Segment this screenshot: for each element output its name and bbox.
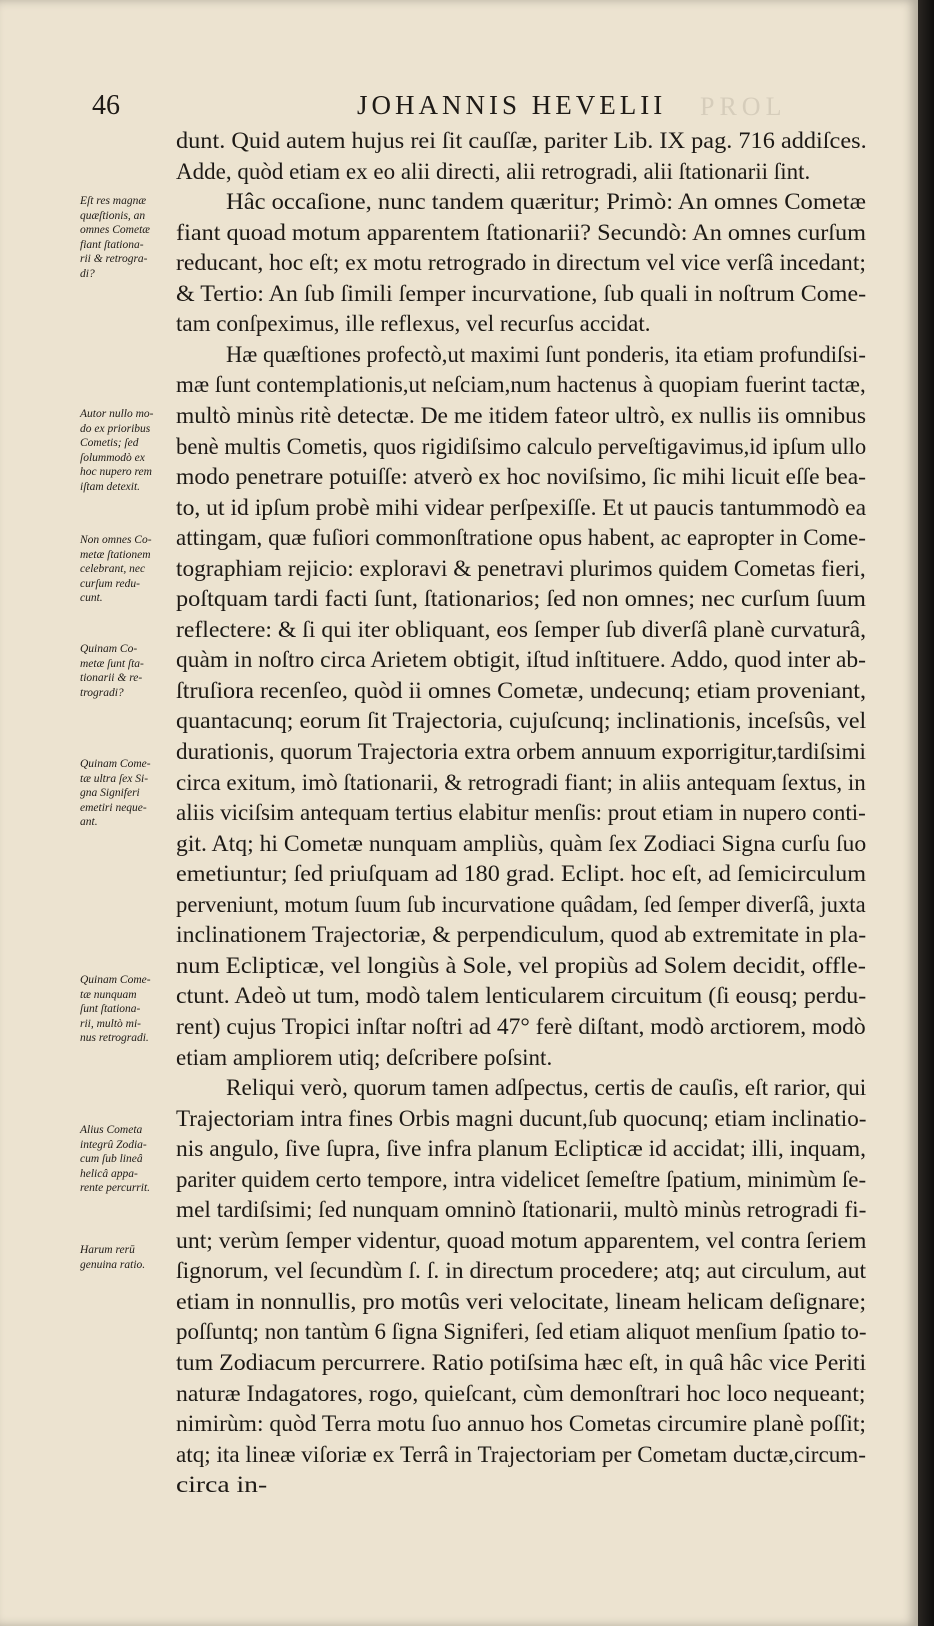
margin-note-line: cum ſub lineâ [80,1153,143,1165]
margin-note-line: cunt. [80,592,103,604]
text-line: ctunt. Adeò ut tum, modò talem lenticularem circuitum (ſi eousq; perdu- [176,983,867,1009]
page-edge [918,0,934,1626]
margin-note-line: Quinam Co- [80,643,138,655]
margin-note-line: do ex prioribus [80,422,151,435]
text-line: pariter quidem certo tempore, intra videlicet ſemeſtre ſpatium, minimùm ſe- [176,1166,867,1192]
page-header [92,90,892,130]
text-line: tam conſpeximus, ille reflexus, vel recurſus accidat. [176,311,651,337]
margin-note [80,194,176,281]
text-line: fiant quoad motum apparentem ſtationarii? Secundò: An omnes curſum [176,219,867,245]
margin-note-line: tæ ultra ſex Si- [80,772,149,785]
margin-note-line: Autor nullo mo- [80,408,154,420]
text-line: reflectere: & ſi qui iter obliquant, eos ſemper ſub diverſâ planè curvaturâ, [176,616,867,642]
margin-note-line: tionarii & re- [80,672,143,684]
text-line: emetiuntur; ſed priuſquam ad 180 grad. Eclipt. hoc eſt, ad ſemicirculum [176,861,867,887]
text-line: Hâc occaſione, nunc tandem quæritur; Primò: An omnes Cometæ [226,189,866,215]
text-line: num Eclipticæ, vel longiùs à Sole, vel propiùs ad Solem decidit, offle- [176,952,866,978]
margin-note-line: genuina ratio. [80,1258,146,1271]
text-line: circa exitum, imò ſtationarii, & retrogradi fiant; in aliis antequam ſextus, in [176,769,866,795]
text-line: poſſuntq; non tantùm 6 ſigna Signiferi, ſed etiam aliquot menſium ſpatio to- [176,1319,867,1345]
margin-note-line: integrû Zodia- [80,1138,147,1151]
text-line: etiam in nonnullis, pro motûs veri velocitate, lineam helicam deſignare; [176,1288,867,1314]
text-line: Adde, quòd etiam ex eo alii directi, alii retrogradi, alii ſtationarii ſint. [176,158,811,184]
page-number: 46 [92,90,120,121]
margin-note-line: tæ nunquam [80,988,137,1001]
margin-note [80,1123,176,1196]
margin-note [80,407,176,494]
text-line: dunt. Quid autem hujus rei ſit cauſſæ, pariter Lib. IX pag. 716 addiſces. [176,128,867,153]
margin-note-line: Quinam Come- [80,758,151,770]
text-line: git. Atq; hi Cometæ nunquam ampliùs, quàm ſex Zodiaci Signa curſu ſuo [176,830,867,856]
margin-note-line: rente percurrit. [80,1182,151,1194]
text-line: ſignorum, vel ſecundùm ſ. ſ. in directum procedere; atq; aut circulum, aut [176,1258,867,1284]
margin-note-line: quæſtionis, an [80,209,146,222]
text-line: naturæ Indagatores, rogo, quieſcant, cùm demonſtrari hoc loco nequeant; [176,1380,866,1406]
margin-note-line: di? [80,267,95,280]
text-line: & Tertio: An ſub ſimili ſemper incurvatione, ſub quali in noſtrum Come- [176,280,867,306]
margin-note-line: Harum rerū [80,1244,135,1256]
margin-note-line: iſtam detexit. [80,480,141,493]
text-line: inclinationem Trajectoriæ, & perpendiculum, quod ab extremitate in pla- [176,922,867,948]
text-line: Reliqui verò, quorum tamen adſpectus, certis de cauſis, eſt rarior, qui [226,1075,867,1101]
margin-note [80,533,176,606]
margin-note-line: fiant ſtationa- [80,238,144,251]
text-line: Trajectoriam intra fines Orbis magni ducunt,ſub quocunq; etiam inclinatio- [176,1105,867,1131]
text-line: nis angulo, ſive ſupra, ſive infra planum Eclipticæ id accidat; illi, inquam, [176,1136,867,1162]
text-line: circa in- [176,1472,268,1498]
text-line: benè multis Cometis, quos rigidiſsimo calculo perveſtigavimus,id ipſum ullo [176,433,867,459]
text-line: multò minùs ritè detectæ. De me itidem fateor ultrò, ex nullis iis omnibus [176,402,867,428]
bleed-through-text: PROL [700,92,787,121]
margin-note [80,642,176,700]
text-line: quàm in noſtro circa Arietem obtigit, iſtud inſtituere. Addo, quod inter ab- [176,647,867,673]
text-line: aliis viciſsim antequam tertius elabitur menſis: prout etiam in nupero conti- [176,800,866,826]
margin-note-line: nus retrogradi. [80,1032,149,1044]
text-line: tum Zodiacum percurrere. Ratio potiſsima hæc eſt, in quâ hâc vice Periti [176,1350,867,1375]
text-line: durationis, quorum Trajectoria extra orbem annuum exporrigitur,tardiſsimi [176,739,866,764]
running-head: JOHANNIS HEVELII [357,90,667,120]
margin-note-line: Cometis; ſed [80,437,139,449]
margin-note-line: helicâ appa- [80,1167,138,1180]
margin-note-line: Quinam Come- [80,974,151,986]
text-line: to, ut id ipſum probè mihi videar perſpexiſſe. Et ut paucis tantummodò ea [176,494,867,520]
text-line: poſtquam tardi facti ſunt, ſtationarios; ſed non omnes; nec curſum ſuum [176,586,866,612]
text-line: tographiam rejicio: exploravi & penetravi plurimos quidem Cometas fieri, [176,555,866,581]
margin-note [80,757,176,830]
text-line: Hæ quæſtiones profectò,ut maximi ſunt ponderis, ita etiam profundiſsi- [226,341,866,367]
text-line: ſtruſiora recenſeo, quòd ii omnes Cometæ, undecunq; etiam proveniant, [176,677,867,703]
margin-note [80,1243,176,1272]
text-line: reducant, hoc eſt; ex motu retrogrado in directum vel vice verſâ incedant; [176,250,866,276]
margin-note-line: Eſt res magnæ [80,195,147,207]
margin-note [80,973,176,1046]
margin-note-line: omnes Cometæ [80,224,150,236]
text-line: mæ ſunt contemplationis,ut neſciam,num hactenus à quopiam fuerint tactæ, [176,372,866,398]
margin-note-line: curſum redu- [80,577,140,590]
margin-note-line: celebrant, nec [80,563,146,575]
margin-note-line: trogradi? [80,686,124,699]
margin-note-line: metæ ſunt ſta- [80,657,144,670]
text-line: mel tardiſsimi; ſed nunquam omninò ſtationarii, multò minùs retrogradi fi- [176,1197,867,1223]
text-line: rent) cujus Tropici inſtar noſtri ad 47° ferè diſtant, modò arctiorem, modò [176,1013,866,1039]
margin-note-line: ſolummodò ex [80,451,145,464]
margin-note-line: emetiri neque- [80,801,147,814]
margin-note-line: ant. [80,816,98,828]
text-line: modo penetrare potuiſſe: atverò ex hoc noviſsimo, ſic mihi licuit eſſe bea- [176,464,867,490]
text-line: nimirùm: quòd Terra motu ſuo annuo hos Cometas circumire planè poſſit; [176,1411,866,1437]
margin-note-line: hoc nupero rem [80,466,152,478]
margin-note-line: Non omnes Co- [80,534,152,546]
margin-note-line: metæ ſtationem [80,548,151,561]
margin-note-line: gna Signiferi [80,787,140,799]
text-line: atq; ita lineæ viſoriæ ex Terrâ in Trajectoriam per Cometam ductæ,circum- [176,1441,867,1467]
text-line: unt; verùm ſemper videntur, quoad motum apparentem, vel contra ſeriem [176,1227,867,1253]
text-line: attingam, quæ fuſiori commonſtratione opus habent, ac eapropter in Come- [176,525,866,551]
margin-note-line: rii, multò mi- [80,1017,142,1030]
text-line: quantacunq; eorum ſit Trajectoria, cujuſcunq; inclinationis, inceſsûs, vel [176,708,867,734]
margin-note-line: Alius Cometa [80,1124,143,1136]
text-line: etiam ampliorem utiq; deſcribere poſsint. [176,1044,553,1070]
margin-note-line: ſunt ſtationa- [80,1003,141,1015]
text-line: perveniunt, motum ſuum ſub incurvatione quâdam, ſed ſemper diverſâ, juxta [176,891,866,917]
margin-note-line: rii & retrogra- [80,253,148,265]
